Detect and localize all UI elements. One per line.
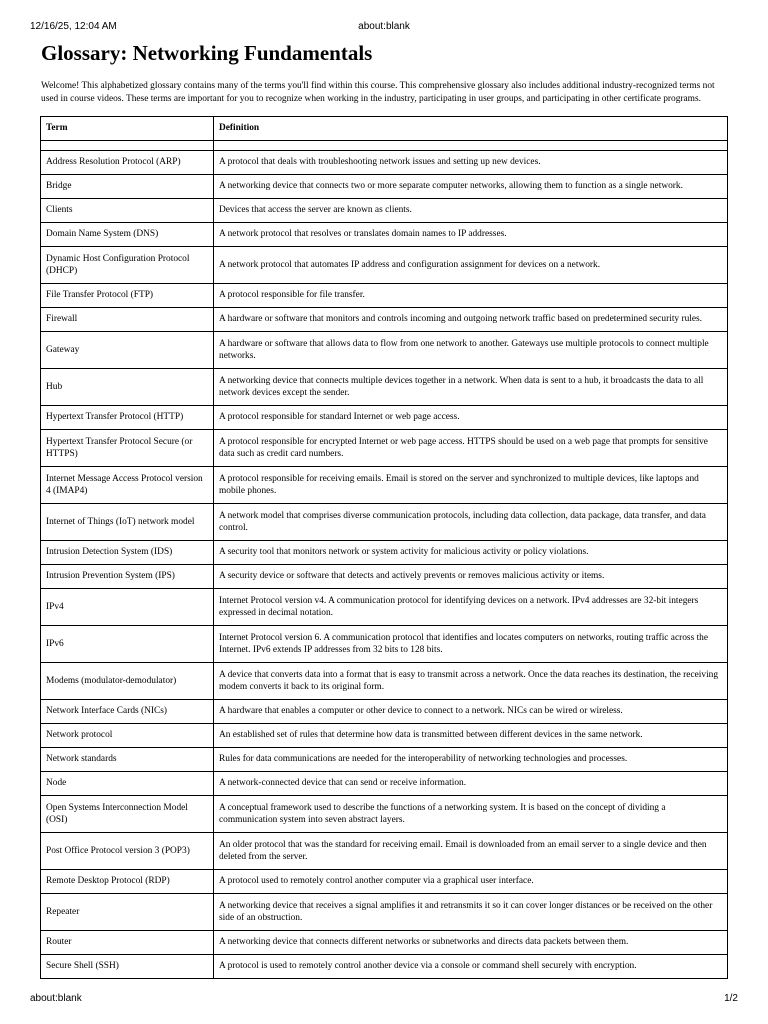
table-row	[41, 541, 728, 565]
definition-cell: Internet Protocol version v4. A communication protocol for identifying devices on a network. IPv4 addresses are 32-bit integers expressed in decimal notation.	[214, 589, 728, 626]
term-cell: Dynamic Host Configuration Protocol (DHCP)	[41, 247, 214, 284]
table-row	[41, 199, 728, 223]
term-cell: Gateway	[41, 332, 214, 369]
table-row	[41, 700, 728, 724]
term-cell: Open Systems Interconnection Model (OSI)	[41, 796, 214, 833]
definition-cell: A network model that comprises diverse communication protocols, including data collection, data package, data transfer, and data control.	[214, 504, 728, 541]
term-cell: Modems (modulator-demodulator)	[41, 663, 214, 700]
term-cell: IPv4	[41, 589, 214, 626]
table-row	[41, 284, 728, 308]
definition-cell: Rules for data communications are needed for the interoperability of networking technologies and processes.	[214, 748, 728, 772]
document-title: Glossary: Networking Fundamentals	[41, 41, 373, 65]
term-cell: Domain Name System (DNS)	[41, 223, 214, 247]
definition-cell: A conceptual framework used to describe the functions of a networking system. It is based on the concept of dividing a communication system into seven abstract layers.	[214, 796, 728, 833]
table-row	[41, 955, 728, 979]
table-row	[41, 796, 728, 833]
definition-cell: An older protocol that was the standard for receiving email. Email is downloaded from an email server to a single device and then deleted from the server.	[214, 833, 728, 870]
definition-cell: A protocol responsible for file transfer.	[214, 284, 728, 308]
table-row	[41, 504, 728, 541]
definition-cell: A protocol used to remotely control another computer via a graphical user interface.	[214, 870, 728, 894]
term-cell: Remote Desktop Protocol (RDP)	[41, 870, 214, 894]
term-cell: Router	[41, 931, 214, 955]
definition-cell: A protocol is used to remotely control another device via a console or command shell securely with encryption.	[214, 955, 728, 979]
definition-cell	[214, 141, 728, 151]
table-row	[41, 931, 728, 955]
table-row	[41, 833, 728, 870]
definition-cell: A network protocol that automates IP address and configuration assignment for devices on a network.	[214, 247, 728, 284]
table-row	[41, 332, 728, 369]
print-page-title: about:blank	[358, 21, 410, 32]
table-row	[41, 430, 728, 467]
print-footer-url: about:blank	[30, 993, 82, 1004]
term-cell: Firewall	[41, 308, 214, 332]
definition-cell: A networking device that connects two or more separate computer networks, allowing them to function as a single network.	[214, 175, 728, 199]
definition-cell: A security tool that monitors network or system activity for malicious activity or policy violations.	[214, 541, 728, 565]
term-cell: Network Interface Cards (NICs)	[41, 700, 214, 724]
definition-cell: A networking device that connects different networks or subnetworks and directs data packets between them.	[214, 931, 728, 955]
definition-cell: A network protocol that resolves or translates domain names to IP addresses.	[214, 223, 728, 247]
table-row	[41, 870, 728, 894]
table-row	[41, 141, 728, 151]
definition-cell: An established set of rules that determine how data is transmitted between different devices in the same network.	[214, 724, 728, 748]
term-cell: Internet of Things (IoT) network model	[41, 504, 214, 541]
definition-cell: A protocol that deals with troubleshooting network issues and setting up new devices.	[214, 151, 728, 175]
definition-cell: A protocol responsible for receiving emails. Email is stored on the server and synchronized to multiple devices, like laptops and mobile phones.	[214, 467, 728, 504]
term-cell: Node	[41, 772, 214, 796]
table-row	[41, 724, 728, 748]
table-row	[41, 748, 728, 772]
term-cell: Secure Shell (SSH)	[41, 955, 214, 979]
definition-cell: A protocol responsible for encrypted Internet or web page access. HTTPS should be used on a web page that prompts for sensitive data such as credit card numbers.	[214, 430, 728, 467]
print-page-number: 1/2	[724, 993, 738, 1004]
table-row	[41, 247, 728, 284]
column-header-definition: Definition	[214, 117, 728, 141]
term-cell: Post Office Protocol version 3 (POP3)	[41, 833, 214, 870]
table-row	[41, 467, 728, 504]
term-cell: Bridge	[41, 175, 214, 199]
definition-cell: A networking device that connects multiple devices together in a network. When data is sent to a hub, it broadcasts the data to all network devices except the sender.	[214, 369, 728, 406]
table-header-row	[41, 117, 728, 141]
glossary-body	[41, 141, 728, 979]
print-footer	[0, 993, 768, 1007]
table-row	[41, 565, 728, 589]
table-row	[41, 406, 728, 430]
term-cell: Address Resolution Protocol (ARP)	[41, 151, 214, 175]
term-cell: File Transfer Protocol (FTP)	[41, 284, 214, 308]
print-header	[0, 21, 768, 35]
table-row	[41, 626, 728, 663]
table-row	[41, 369, 728, 406]
definition-cell: A security device or software that detects and actively prevents or removes malicious activity or items.	[214, 565, 728, 589]
term-cell: Internet Message Access Protocol version 4 (IMAP4)	[41, 467, 214, 504]
definition-cell: A device that converts data into a format that is easy to transmit across a network. Once the data reaches its destination, the receiving modem converts it back to its original form.	[214, 663, 728, 700]
term-cell	[41, 141, 214, 151]
term-cell: Repeater	[41, 894, 214, 931]
definition-cell: Internet Protocol version 6. A communication protocol that identifies and locates computers on networks, routing traffic across the Internet. IPv6 extends IP addresses from 32 bits to 128 bits.	[214, 626, 728, 663]
table-row	[41, 151, 728, 175]
definition-cell: A hardware or software that allows data to flow from one network to another. Gateways use multiple protocols to connect multiple networks.	[214, 332, 728, 369]
term-cell: IPv6	[41, 626, 214, 663]
term-cell: Hypertext Transfer Protocol Secure (or HTTPS)	[41, 430, 214, 467]
term-cell: Hypertext Transfer Protocol (HTTP)	[41, 406, 214, 430]
term-cell: Intrusion Detection System (IDS)	[41, 541, 214, 565]
definition-cell: A networking device that receives a signal amplifies it and retransmits it so it can cover longer distances or be received on the other side of an obstruction.	[214, 894, 728, 931]
intro-paragraph: Welcome! This alphabetized glossary contains many of the terms you'll find within this course. This comprehensive glossary also includes additional industry-recognized terms not used in course videos. These terms are important for you to recognize when working in the industry, participating in user groups, and participating in other certificate programs.	[41, 81, 715, 104]
table-row	[41, 175, 728, 199]
term-cell: Network protocol	[41, 724, 214, 748]
table-row	[41, 223, 728, 247]
term-cell: Intrusion Prevention System (IPS)	[41, 565, 214, 589]
term-cell: Network standards	[41, 748, 214, 772]
definition-cell: A protocol responsible for standard Internet or web page access.	[214, 406, 728, 430]
table-row	[41, 772, 728, 796]
definition-cell: A hardware that enables a computer or other device to connect to a network. NICs can be wired or wireless.	[214, 700, 728, 724]
term-cell: Clients	[41, 199, 214, 223]
print-datetime: 12/16/25, 12:04 AM	[30, 21, 117, 32]
definition-cell: Devices that access the server are known as clients.	[214, 199, 728, 223]
column-header-term: Term	[41, 117, 214, 141]
definition-cell: A hardware or software that monitors and controls incoming and outgoing network traffic based on predetermined security rules.	[214, 308, 728, 332]
table-row	[41, 894, 728, 931]
definition-cell: A network-connected device that can send or receive information.	[214, 772, 728, 796]
term-cell: Hub	[41, 369, 214, 406]
table-row	[41, 589, 728, 626]
table-row	[41, 663, 728, 700]
table-row	[41, 308, 728, 332]
glossary-table	[40, 116, 728, 979]
